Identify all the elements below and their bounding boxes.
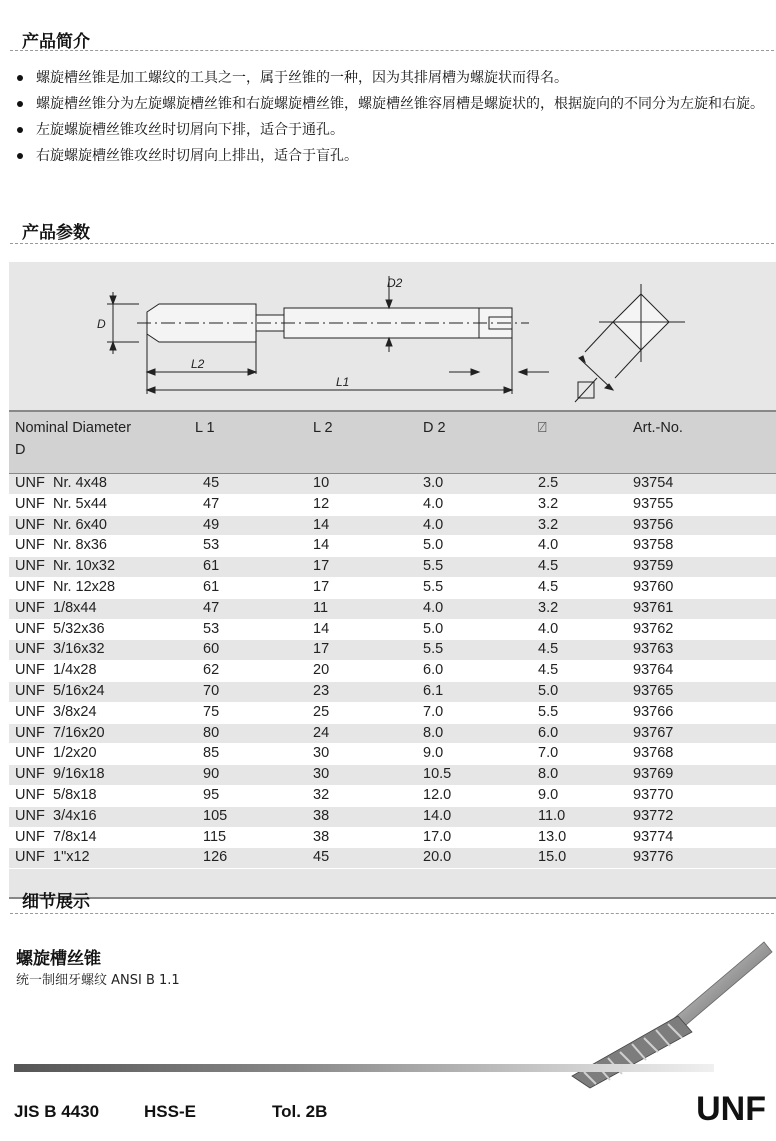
table-row <box>9 577 776 598</box>
cell-d2: 5.5 <box>423 557 538 578</box>
cell-square: 8.0 <box>538 765 633 786</box>
cell-thread-size: 9/16x18 <box>53 766 105 783</box>
table-row <box>9 557 776 578</box>
table-row <box>9 474 776 495</box>
cell-d2: 8.0 <box>423 723 538 744</box>
cell-nominal <box>9 515 195 536</box>
cell-nominal <box>9 598 195 619</box>
divider-bar <box>14 1064 714 1072</box>
table-row <box>9 806 776 827</box>
cell-thread-size: 1/4x28 <box>53 662 97 679</box>
cell-d2: 6.0 <box>423 661 538 682</box>
cell-d2: 14.0 <box>423 806 538 827</box>
cell-art-no: 93763 <box>633 640 776 661</box>
intro-title: 产品简介 <box>22 32 90 52</box>
col-l2: L 2 <box>313 411 423 474</box>
cell-nominal <box>9 474 195 495</box>
cell-art-no: 93762 <box>633 619 776 640</box>
cell-l1: 126 <box>195 848 313 869</box>
cell-l2: 38 <box>313 827 423 848</box>
params-title: 产品参数 <box>22 223 90 243</box>
cell-l2: 20 <box>313 661 423 682</box>
cell-l1: 90 <box>195 765 313 786</box>
cell-thread-prefix: UNF <box>15 495 45 512</box>
cell-art-no: 93772 <box>633 806 776 827</box>
cell-l1: 61 <box>195 577 313 598</box>
cell-l2: 17 <box>313 557 423 578</box>
table-row <box>9 723 776 744</box>
cell-thread-prefix: UNF <box>15 662 45 679</box>
cell-nominal <box>9 640 195 661</box>
cell-l1: 53 <box>195 619 313 640</box>
cell-l2: 14 <box>313 515 423 536</box>
cell-l1: 62 <box>195 661 313 682</box>
cell-square: 2.5 <box>538 474 633 495</box>
col-square-icon: ⍁ <box>538 411 633 474</box>
cell-square: 9.0 <box>538 785 633 806</box>
cell-l1: 60 <box>195 640 313 661</box>
cell-l1: 105 <box>195 806 313 827</box>
cell-d2: 7.0 <box>423 702 538 723</box>
table-row <box>9 848 776 869</box>
cell-square: 11.0 <box>538 806 633 827</box>
cell-thread-prefix: UNF <box>15 578 45 595</box>
cell-nominal <box>9 494 195 515</box>
cell-l2: 23 <box>313 681 423 702</box>
intro-divider <box>10 50 774 51</box>
cell-d2: 5.0 <box>423 619 538 640</box>
cell-thread-prefix: UNF <box>15 786 45 803</box>
cell-thread-prefix: UNF <box>15 599 45 616</box>
cell-art-no: 93770 <box>633 785 776 806</box>
spiral-tap-image <box>560 938 775 1096</box>
cell-nominal <box>9 723 195 744</box>
cell-square: 4.0 <box>538 619 633 640</box>
cell-thread-size: Nr. 5x44 <box>53 495 107 512</box>
table-row <box>9 681 776 702</box>
table-body <box>9 474 776 899</box>
cell-art-no: 93756 <box>633 515 776 536</box>
cell-square: 4.5 <box>538 577 633 598</box>
cell-l2: 30 <box>313 744 423 765</box>
cell-art-no: 93755 <box>633 494 776 515</box>
cell-d2: 5.5 <box>423 640 538 661</box>
cell-thread-size: Nr. 4x48 <box>53 475 107 491</box>
table-row <box>9 515 776 536</box>
cell-thread-prefix: UNF <box>15 849 45 866</box>
cell-thread-size: 7/16x20 <box>53 724 105 741</box>
cell-d2: 12.0 <box>423 785 538 806</box>
cell-nominal <box>9 681 195 702</box>
cell-l2: 17 <box>313 640 423 661</box>
cell-art-no: 93774 <box>633 827 776 848</box>
diagram-label-l1: L1 <box>336 375 350 389</box>
cell-thread-size: 5/32x36 <box>53 620 105 637</box>
cell-d2: 20.0 <box>423 848 538 869</box>
col-nominal-label: Nominal Diameter <box>15 420 132 436</box>
cell-nominal <box>9 702 195 723</box>
table-row <box>9 661 776 682</box>
cell-l1: 49 <box>195 515 313 536</box>
table-row <box>9 619 776 640</box>
cell-thread-size: 1"x12 <box>53 849 90 866</box>
col-d2: D 2 <box>423 411 538 474</box>
cell-square: 3.2 <box>538 515 633 536</box>
cell-l1: 85 <box>195 744 313 765</box>
cell-art-no: 93759 <box>633 557 776 578</box>
cell-square: 3.2 <box>538 494 633 515</box>
detail-divider <box>10 913 774 914</box>
cell-square: 4.5 <box>538 661 633 682</box>
table-row <box>9 744 776 765</box>
intro-bullet: 左旋螺旋槽丝锥攻丝时切屑向下排，适合于通孔。 <box>14 120 774 140</box>
cell-l2: 25 <box>313 702 423 723</box>
cell-art-no: 93765 <box>633 681 776 702</box>
cell-thread-prefix: UNF <box>15 475 45 491</box>
cell-art-no: 93766 <box>633 702 776 723</box>
cell-art-no: 93760 <box>633 577 776 598</box>
diagram-label-d2: D2 <box>387 276 403 290</box>
cell-art-no: 93769 <box>633 765 776 786</box>
cell-l2: 32 <box>313 785 423 806</box>
cell-thread-prefix: UNF <box>15 620 45 637</box>
cell-square: 4.5 <box>538 557 633 578</box>
cell-nominal <box>9 557 195 578</box>
table-row <box>9 702 776 723</box>
cell-thread-prefix: UNF <box>15 558 45 575</box>
table-row <box>9 827 776 848</box>
intro-bullet: 螺旋槽丝锥分为左旋螺旋槽丝锥和右旋螺旋槽丝锥，螺旋槽丝锥容屑槽是螺旋状的，根据旋向的不同分为左旋和右旋。 <box>14 94 774 114</box>
cell-nominal <box>9 765 195 786</box>
tap-dimension-diagram <box>9 262 776 410</box>
cell-square: 4.0 <box>538 536 633 557</box>
table-row <box>9 765 776 786</box>
cell-thread-prefix: UNF <box>15 766 45 783</box>
cell-art-no: 93768 <box>633 744 776 765</box>
cell-nominal <box>9 806 195 827</box>
cell-square: 7.0 <box>538 744 633 765</box>
table-row <box>9 640 776 661</box>
table-header-row <box>9 411 776 474</box>
col-art-no: Art.-No. <box>633 411 776 474</box>
cell-l1: 45 <box>195 474 313 495</box>
product-name: 螺旋槽丝锥 <box>16 949 101 969</box>
cell-nominal <box>9 827 195 848</box>
cell-thread-prefix: UNF <box>15 516 45 533</box>
cell-d2: 4.0 <box>423 515 538 536</box>
cell-d2: 3.0 <box>423 474 538 495</box>
cell-square: 5.5 <box>538 702 633 723</box>
intro-bullet: 螺旋槽丝锥是加工螺纹的工具之一，属于丝锥的一种，因为其排屑槽为螺旋状而得名。 <box>14 68 774 88</box>
cell-square: 15.0 <box>538 848 633 869</box>
table-footer-row <box>9 869 776 899</box>
cell-thread-size: Nr. 10x32 <box>53 558 116 575</box>
footer-material: HSS-E <box>144 1102 196 1121</box>
cell-thread-prefix: UNF <box>15 537 45 554</box>
cell-nominal <box>9 848 195 869</box>
col-l1: L 1 <box>195 411 313 474</box>
table-row <box>9 536 776 557</box>
cell-l1: 80 <box>195 723 313 744</box>
cell-l2: 17 <box>313 577 423 598</box>
cell-nominal <box>9 744 195 765</box>
cell-l1: 115 <box>195 827 313 848</box>
cell-l2: 12 <box>313 494 423 515</box>
cell-art-no: 93776 <box>633 848 776 869</box>
cell-nominal <box>9 785 195 806</box>
cell-l2: 11 <box>313 598 423 619</box>
cell-thread-prefix: UNF <box>15 745 45 762</box>
cell-thread-size: 1/8x44 <box>53 599 97 616</box>
cell-d2: 4.0 <box>423 494 538 515</box>
cell-thread-prefix: UNF <box>15 682 45 699</box>
table-row <box>9 494 776 515</box>
cell-square: 4.5 <box>538 640 633 661</box>
footer-tolerance: Tol. 2B <box>272 1102 328 1121</box>
table-footer-cell <box>9 869 776 899</box>
cell-l1: 70 <box>195 681 313 702</box>
cell-d2: 4.0 <box>423 598 538 619</box>
product-standard: 统一制细牙螺纹 ANSI B 1.1 <box>16 973 180 988</box>
cell-l1: 53 <box>195 536 313 557</box>
diagram-label-d: D <box>97 317 106 331</box>
cell-l2: 14 <box>313 619 423 640</box>
cell-thread-prefix: UNF <box>15 807 45 824</box>
cell-d2: 5.5 <box>423 577 538 598</box>
cell-nominal <box>9 536 195 557</box>
cell-art-no: 93761 <box>633 598 776 619</box>
cell-l2: 30 <box>313 765 423 786</box>
cell-square: 6.0 <box>538 723 633 744</box>
cell-thread-size: 5/8x18 <box>53 786 97 803</box>
cell-thread-size: 3/16x32 <box>53 641 105 658</box>
cell-thread-size: 7/8x14 <box>53 828 97 845</box>
cell-l2: 14 <box>313 536 423 557</box>
cell-l1: 61 <box>195 557 313 578</box>
footer-jis: JIS B 4430 <box>14 1102 100 1121</box>
cell-d2: 10.5 <box>423 765 538 786</box>
tap-drawing <box>9 262 776 410</box>
cell-square: 3.2 <box>538 598 633 619</box>
params-divider <box>10 243 774 244</box>
cell-thread-size: 3/8x24 <box>53 703 97 720</box>
table-row <box>9 598 776 619</box>
cell-thread-size: 5/16x24 <box>53 682 105 699</box>
cell-square: 5.0 <box>538 681 633 702</box>
cell-l2: 24 <box>313 723 423 744</box>
cell-d2: 6.1 <box>423 681 538 702</box>
cell-thread-size: Nr. 12x28 <box>53 578 116 595</box>
cell-thread-size: Nr. 8x36 <box>53 537 107 554</box>
col-nominal-diameter <box>9 411 195 474</box>
cell-l2: 10 <box>313 474 423 495</box>
parameter-table <box>9 410 776 899</box>
cell-thread-size: Nr. 6x40 <box>53 516 107 533</box>
col-nominal-sub: D <box>15 442 26 458</box>
cell-nominal <box>9 661 195 682</box>
cell-square: 13.0 <box>538 827 633 848</box>
cell-l2: 45 <box>313 848 423 869</box>
intro-bullet: 右旋螺旋槽丝锥攻丝时切屑向上排出，适合于盲孔。 <box>14 146 774 166</box>
cell-thread-prefix: UNF <box>15 703 45 720</box>
cell-art-no: 93764 <box>633 661 776 682</box>
cell-art-no: 93767 <box>633 723 776 744</box>
cell-thread-size: 1/2x20 <box>53 745 97 762</box>
cell-l2: 38 <box>313 806 423 827</box>
cell-l1: 75 <box>195 702 313 723</box>
cell-thread-size: 3/4x16 <box>53 807 97 824</box>
table-row <box>9 785 776 806</box>
thread-type-label: UNF <box>696 1090 766 1128</box>
cell-art-no: 93754 <box>633 474 776 495</box>
cell-l1: 47 <box>195 598 313 619</box>
cell-thread-prefix: UNF <box>15 641 45 658</box>
cell-thread-prefix: UNF <box>15 724 45 741</box>
cell-d2: 17.0 <box>423 827 538 848</box>
cell-nominal <box>9 619 195 640</box>
cell-d2: 9.0 <box>423 744 538 765</box>
cell-nominal <box>9 577 195 598</box>
cell-l1: 47 <box>195 494 313 515</box>
detail-title: 细节展示 <box>22 892 90 912</box>
cell-art-no: 93758 <box>633 536 776 557</box>
cell-thread-prefix: UNF <box>15 828 45 845</box>
intro-bullet-list <box>14 68 774 172</box>
diagram-label-l2: L2 <box>191 357 205 371</box>
cell-d2: 5.0 <box>423 536 538 557</box>
cell-l1: 95 <box>195 785 313 806</box>
